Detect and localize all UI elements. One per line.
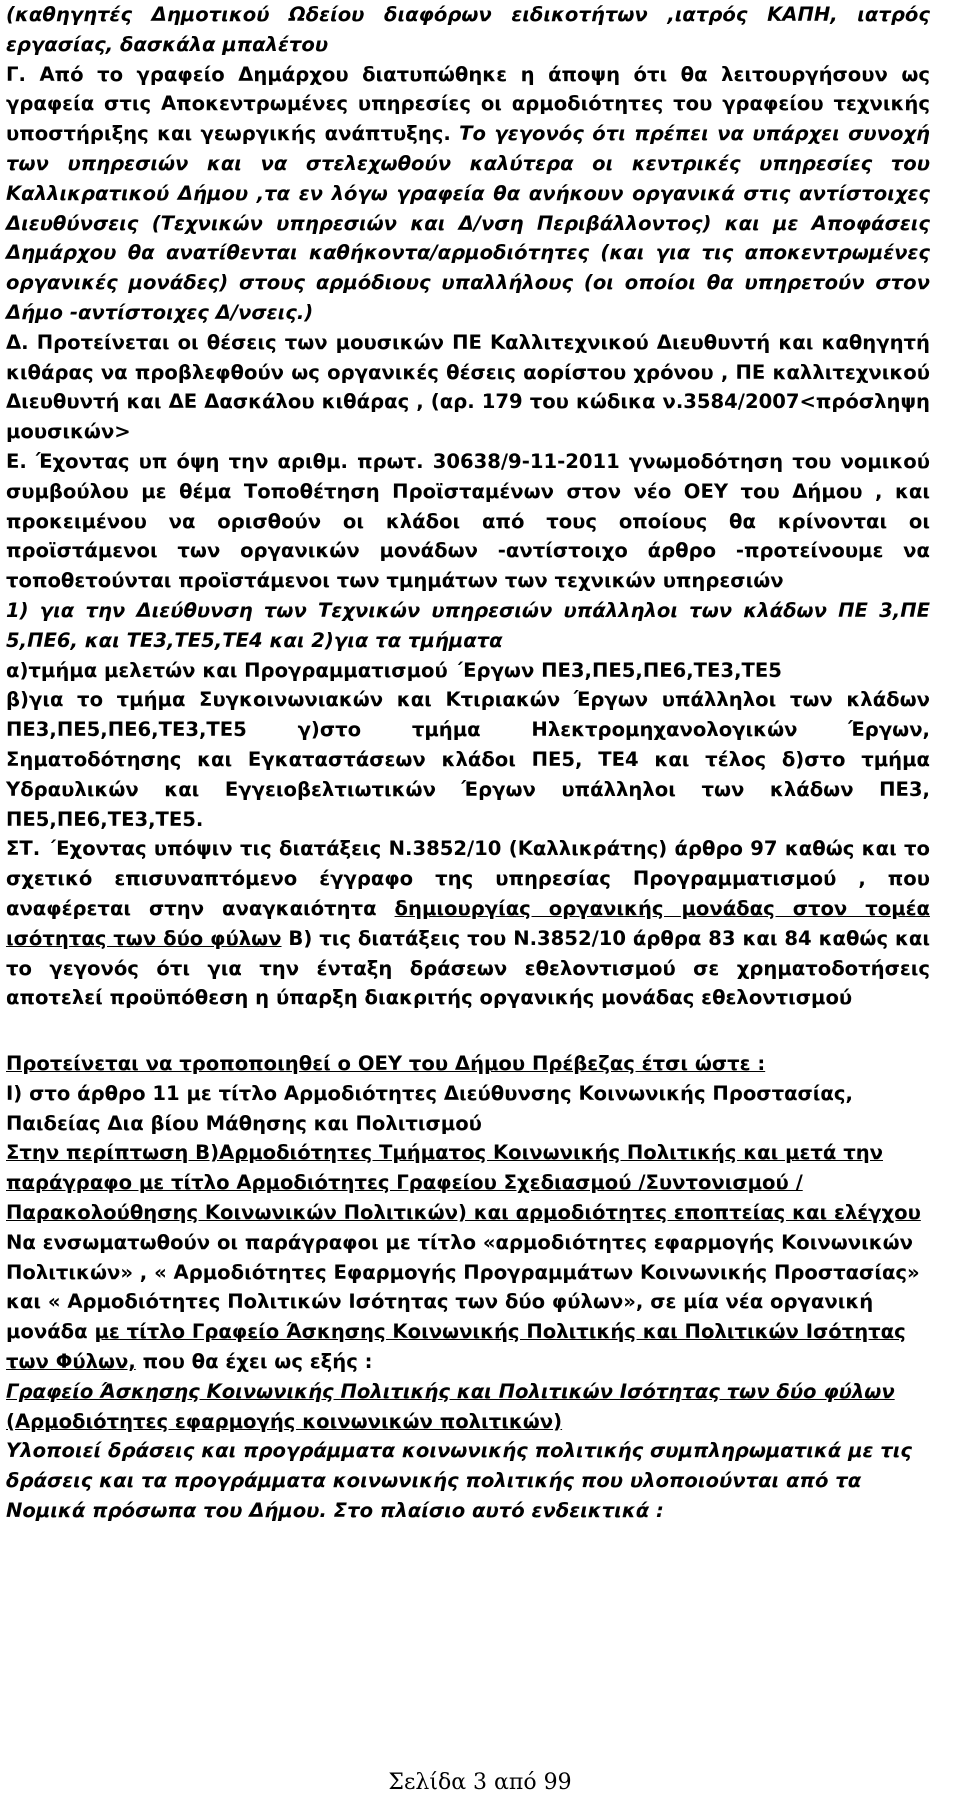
paragraph-section-g	[6, 60, 930, 328]
paragraph-section-d: Δ. Προτείνεται οι θέσεις των μουσικών ΠΕ Καλλιτεχνικού Διευθυντή και καθηγητή κιθάρας να προβλεφθούν ως οργανικές θέσεις αορίστου χρόνου , ΠΕ καλλιτεχνικού Διευθυντή και ΔΕ Δασκάλου κιθάρας , (αρ. 179 του κώδικα ν.3584/2007<πρόσληψη μουσικών>	[6, 330, 930, 444]
paragraph-directorate-classes: 1) για την Διεύθυνση των Τεχνικών υπηρεσιών υπάλληλοι των κλάδων ΠΕ 3,ΠΕ 5,ΠΕ6, και ΤΕ3,ΤΕ5,ΤΕ4 και 2)για τα τμήματα	[6, 598, 930, 652]
section-st-intro: ΣΤ. ΄Εχοντας υπόψιν τις διατάξεις Ν.3852/10 (Καλλικράτης) άρθρο 97 καθώς και το σχετικό επισυναπτόμενο έγγραφο της υπηρεσίας Προγραμματισμού , που αναφέρεται στην αναγκαιότητα	[6, 837, 930, 920]
paragraph-implements: Υλοποιεί δράσεις και προγράμματα κοινωνικής πολιτικής συμπληρωματικά με τις δράσεις και τα προγράμματα κοινωνικής πολιτικής που υλοποιούνται από τα Νομικά πρόσωπα του Δήμου. Στο πλαίσιο αυτό ενδεικτικά :	[6, 1439, 912, 1523]
paragraph-article-11: Ι) στο άρθρο 11 με τίτλο Αρμοδιότητες Διεύθυνσης Κοινωνικής Προστασίας, Παιδείας Δια βίου Μάθησης και Πολιτισμού	[6, 1081, 853, 1135]
paragraph-section-st	[6, 834, 930, 1013]
office-responsibilities-heading: (Αρμοδιότητες εφαρμογής κοινωνικών πολιτικών)	[6, 1409, 563, 1433]
paragraph-studies-dept: α)τμήμα μελετών και Προγραμματισμού ΄Εργων ΠΕ3,ΠΕ5,ΠΕ6,ΤΕ3,ΤΕ5	[6, 658, 782, 682]
section-g-body: Το γεγονός ότι πρέπει να υπάρχει συνοχή των υπηρεσιών και να στελεχωθούν καλύτερα οι κεντρικές υπηρεσίες του Καλλικρατικού Δήμου ,τα εν λόγω γραφεία θα ανήκουν οργανικά στις αντίστοιχες Διευθύνσεις (Τεχνικών υπηρεσιών και Δ/νση Περιβάλλοντος) και με Αποφάσεις Δημάρχου θα ανατίθενται καθήκοντα/αρμοδιότητες (και για τις αποκεντρωμένες οργανικές μονάδες) στους αρμόδιους υπαλλήλους (οι οποίοι θα υπηρετούν στον Δήμο -αντίστοιχες Δ/νσεις.)	[6, 122, 930, 324]
paragraph-gap	[6, 1013, 930, 1049]
paragraph-departments-classes: β)για το τμήμα Συγκοινωνιακών και Κτιριακών Έργων υπάλληλοι των κλάδων ΠΕ3,ΠΕ5,ΠΕ6,ΤΕ3,ΤΕ5 γ)στο τμήμα Ηλεκτρομηχανολογικών Έργων, Σηματοδότησης και Εγκαταστάσεων κλάδοι ΠΕ5, ΤΕ4 και τέλος δ)στο τμήμα Υδραυλικών και Εγγειοβελτιωτικών Έργων υπάλληλοι των κλάδων ΠΕ3, ΠΕ5,ΠΕ6,ΤΕ3,ΤΕ5.	[6, 688, 930, 831]
section-g-intro: Γ. Από το γραφείο Δημάρχου διατυπώθηκε η άποψη ότι θα λειτουργήσουν ως γραφεία στις Αποκεντρωμένες υπηρεσίες οι αρμοδιότητες του γραφείου τεχνικής υποστήριξης και γεωργικής ανάπτυξης.	[6, 62, 930, 146]
page-number: Σελίδα 3 από 99	[388, 1770, 572, 1795]
paragraph-incorporate	[6, 1228, 930, 1377]
incorporate-rest: που θα έχει ως εξής :	[135, 1350, 373, 1374]
incorporate-intro: Να ενσωματωθούν οι παράγραφοι με τίτλο «αρμοδιότητες εφαρμογής Κοινωνικών Πολιτικών» , « Αρμοδιότητες Εφαρμογής Προγραμμάτων Κοινωνικής Προστασίας» και « Αρμοδιότητες Πολιτικών Ισότητας των δύο φύλων», σε μία νέα οργανική μονάδα	[6, 1230, 920, 1344]
incorporate-underlined: με τίτλο Γραφείο Άσκησης Κοινωνικής Πολιτικής και Πολιτικών Ισότητας των Φύλων,	[6, 1320, 906, 1374]
paragraph-section-e: Ε. Έχοντας υπ όψη την αριθμ. πρωτ. 30638/9-11-2011 γνωμοδότηση του νομικού συμβούλου με θέμα Τοποθέτηση Προϊσταμένων στον νέο ΟΕΥ του Δήμου , και προκειμένου να ορισθούν οι κλάδοι από τους οποίους θα κρίνονται οι προϊστάμενοι των οργανικών μονάδων -αντίστοιχο άρθρο -προτείνουμε να τοποθετούνται προϊστάμενοι των τμημάτων των τεχνικών υπηρεσιών	[6, 449, 930, 593]
office-title: Γραφείο Άσκησης Κοινωνικής Πολιτικής και Πολιτικών Ισότητας των δύο φύλων	[6, 1379, 895, 1403]
paragraph-staff-list: (καθηγητές Δημοτικού Ωδείου διαφόρων ειδικοτήτων ,ιατρός ΚΑΠΗ, ιατρός εργασίας, δασκάλα μπαλέτου	[6, 3, 930, 56]
paragraph-case-b: Στην περίπτωση Β)Αρμοδιότητες Τμήματος Κοινωνικής Πολιτικής και μετά την παράγραφο με τίτλο Αρμοδιότητες Γραφείου Σχεδιασμού /Συντονισμού /Παρακολούθησης Κοινωνικών Πολιτικών) και αρμοδιότητες εποπτείας και ελέγχου	[6, 1141, 921, 1225]
proposal-heading: Προτείνεται να τροποποιηθεί ο ΟΕΥ του Δήμου Πρέβεζας έτσι ώστε :	[6, 1052, 766, 1076]
section-st-underlined: δημιουργίας οργανικής μονάδας στον τομέα ισότητας των δύο φύλων	[6, 896, 930, 950]
document-body	[6, 0, 930, 1526]
section-st-rest: Β) τις διατάξεις του Ν.3852/10 άρθρα 83 και 84 καθώς και το γεγονός ότι για την ένταξη δράσεων εθελοντισμού σε χρηματοδοτήσεις αποτελεί προϋπόθεση η ύπαρξη διακριτής οργανικής μονάδας εθελοντισμού	[6, 926, 930, 1010]
